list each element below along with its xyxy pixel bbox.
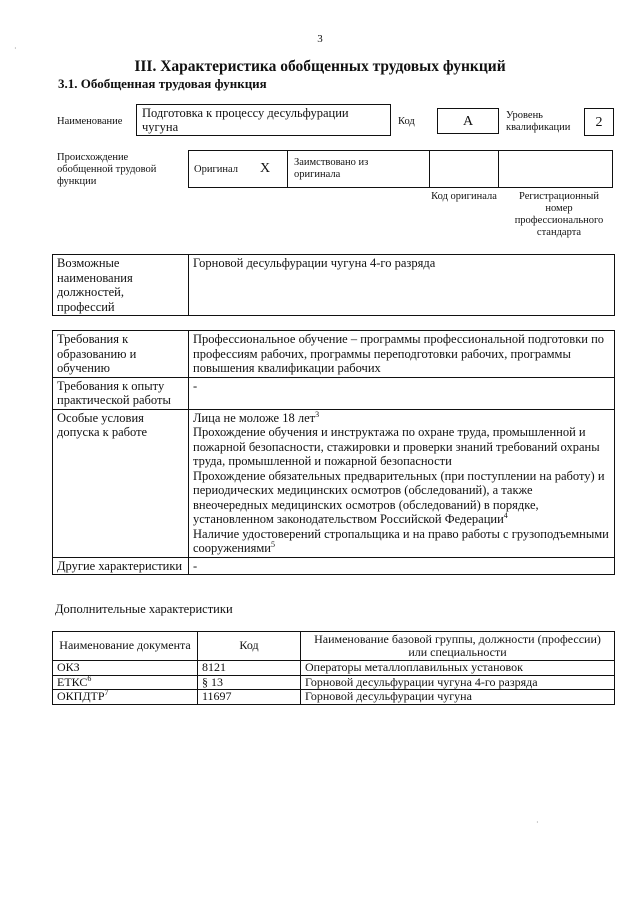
original-label: Оригинал	[194, 164, 238, 175]
name-box	[136, 104, 391, 136]
requirement-row	[53, 557, 615, 575]
requirement-line: Наличие удостоверений стропальщика и на право работы с грузоподъемными сооружениями$^5$	[193, 526, 609, 555]
requirement-row	[53, 377, 615, 409]
additional-title: Дополнительные характеристики	[55, 602, 233, 616]
code-label: Код	[398, 116, 415, 127]
requirement-value	[189, 557, 615, 575]
requirement-row	[53, 409, 615, 557]
requirement-line: Профессиональное обучение – программы профессиональной подготовки по профессиям рабочих, программы переподготовки рабочих, программы повышения квалификации рабочих	[193, 332, 605, 375]
document-name: ОКЗ	[53, 661, 198, 676]
requirement-label: Другие характеристики	[53, 557, 189, 575]
name-value: Подготовка к процессу десульфурации чугуна	[142, 106, 349, 134]
group-name: Операторы металлоплавильных установок	[301, 661, 615, 676]
footnote-ref: 4	[503, 510, 508, 520]
origin-divider-2	[429, 150, 430, 188]
group-name: Горновой десульфурации чугуна 4-го разряда	[301, 675, 615, 690]
scan-mark: ·	[14, 44, 17, 53]
document-name: ЕТКС$^6$	[53, 675, 198, 690]
additional-header-row	[53, 632, 615, 661]
original-mark: X	[260, 161, 271, 176]
group-name: Горновой десульфурации чугуна	[301, 690, 615, 705]
borrowed-label: Заимствовано из оригинала	[294, 157, 369, 180]
requirements-table	[52, 330, 615, 575]
requirement-row	[53, 331, 615, 378]
requirement-value	[189, 409, 615, 557]
requirement-label: Требования к образованию и обучению	[53, 331, 189, 378]
origin-label: Происхождение обобщенной трудовой функции	[57, 152, 157, 187]
code-original-caption: Код оригинала	[431, 191, 497, 202]
additional-table	[52, 631, 615, 705]
additional-row	[53, 690, 615, 705]
level-label: Уровень квалификации	[506, 110, 571, 133]
level-value: 2	[595, 115, 603, 130]
level-box	[584, 108, 614, 136]
requirement-label: Требования к опыту практической работы	[53, 377, 189, 409]
page-number: 3	[317, 33, 323, 45]
document-name: ОКПДТР$^7$	[53, 690, 198, 705]
header-document: Наименование документа	[53, 632, 198, 661]
document-code: 8121	[198, 661, 301, 676]
additional-rows	[53, 661, 615, 705]
requirement-label: Особые условия допуска к работе	[53, 409, 189, 557]
footnote-ref: 7	[104, 688, 109, 697]
header-code: Код	[198, 632, 301, 661]
positions-table	[52, 254, 615, 316]
requirement-line: Прохождение обязательных предварительных (при поступлении на работу) и периодических медицинских осмотров (обследований), а также внеочередных медицинских осмотров (обследований) в порядке, установленном законодательством Российской Федерации$^4$	[193, 468, 605, 526]
footnote-ref: 5	[270, 539, 275, 549]
positions-value: Горновой десульфурации чугуна 4-го разряда	[189, 255, 615, 316]
positions-label: Возможные наименования должностей, профессий	[53, 255, 189, 316]
code-box	[437, 108, 499, 134]
document-code: 11697	[198, 690, 301, 705]
scan-mark: ·	[536, 818, 539, 827]
additional-row	[53, 661, 615, 676]
positions-row	[53, 255, 615, 316]
origin-divider-1	[287, 150, 288, 188]
requirement-value	[189, 331, 615, 378]
requirement-line: Прохождение обучения и инструктажа по охране труда, промышленной и пожарной безопасности, стажировки и проверки знаний требований охраны труда, промышленной и пожарной безопасности	[193, 425, 600, 468]
subsection-title: 3.1. Обобщенная трудовая функция	[58, 76, 267, 91]
document-code: § 13	[198, 675, 301, 690]
origin-divider-3	[498, 150, 499, 188]
additional-row	[53, 675, 615, 690]
requirement-line: -	[193, 558, 198, 573]
requirement-line: Лица не моложе 18 лет$^3$	[193, 409, 320, 425]
section-title: III. Характеристика обобщенных трудовых функций	[134, 58, 506, 75]
code-value: А	[462, 114, 474, 129]
requirement-value	[189, 377, 615, 409]
requirement-line: -	[193, 378, 198, 393]
reg-number-caption: Регистрационный номер профессионального стандарта	[514, 191, 604, 238]
footnote-ref: 6	[87, 673, 92, 683]
name-label: Наименование	[57, 116, 123, 127]
footnote-ref: 3	[315, 409, 320, 419]
header-group-name: Наименование базовой группы, должности (профессии) или специальности	[301, 632, 615, 661]
